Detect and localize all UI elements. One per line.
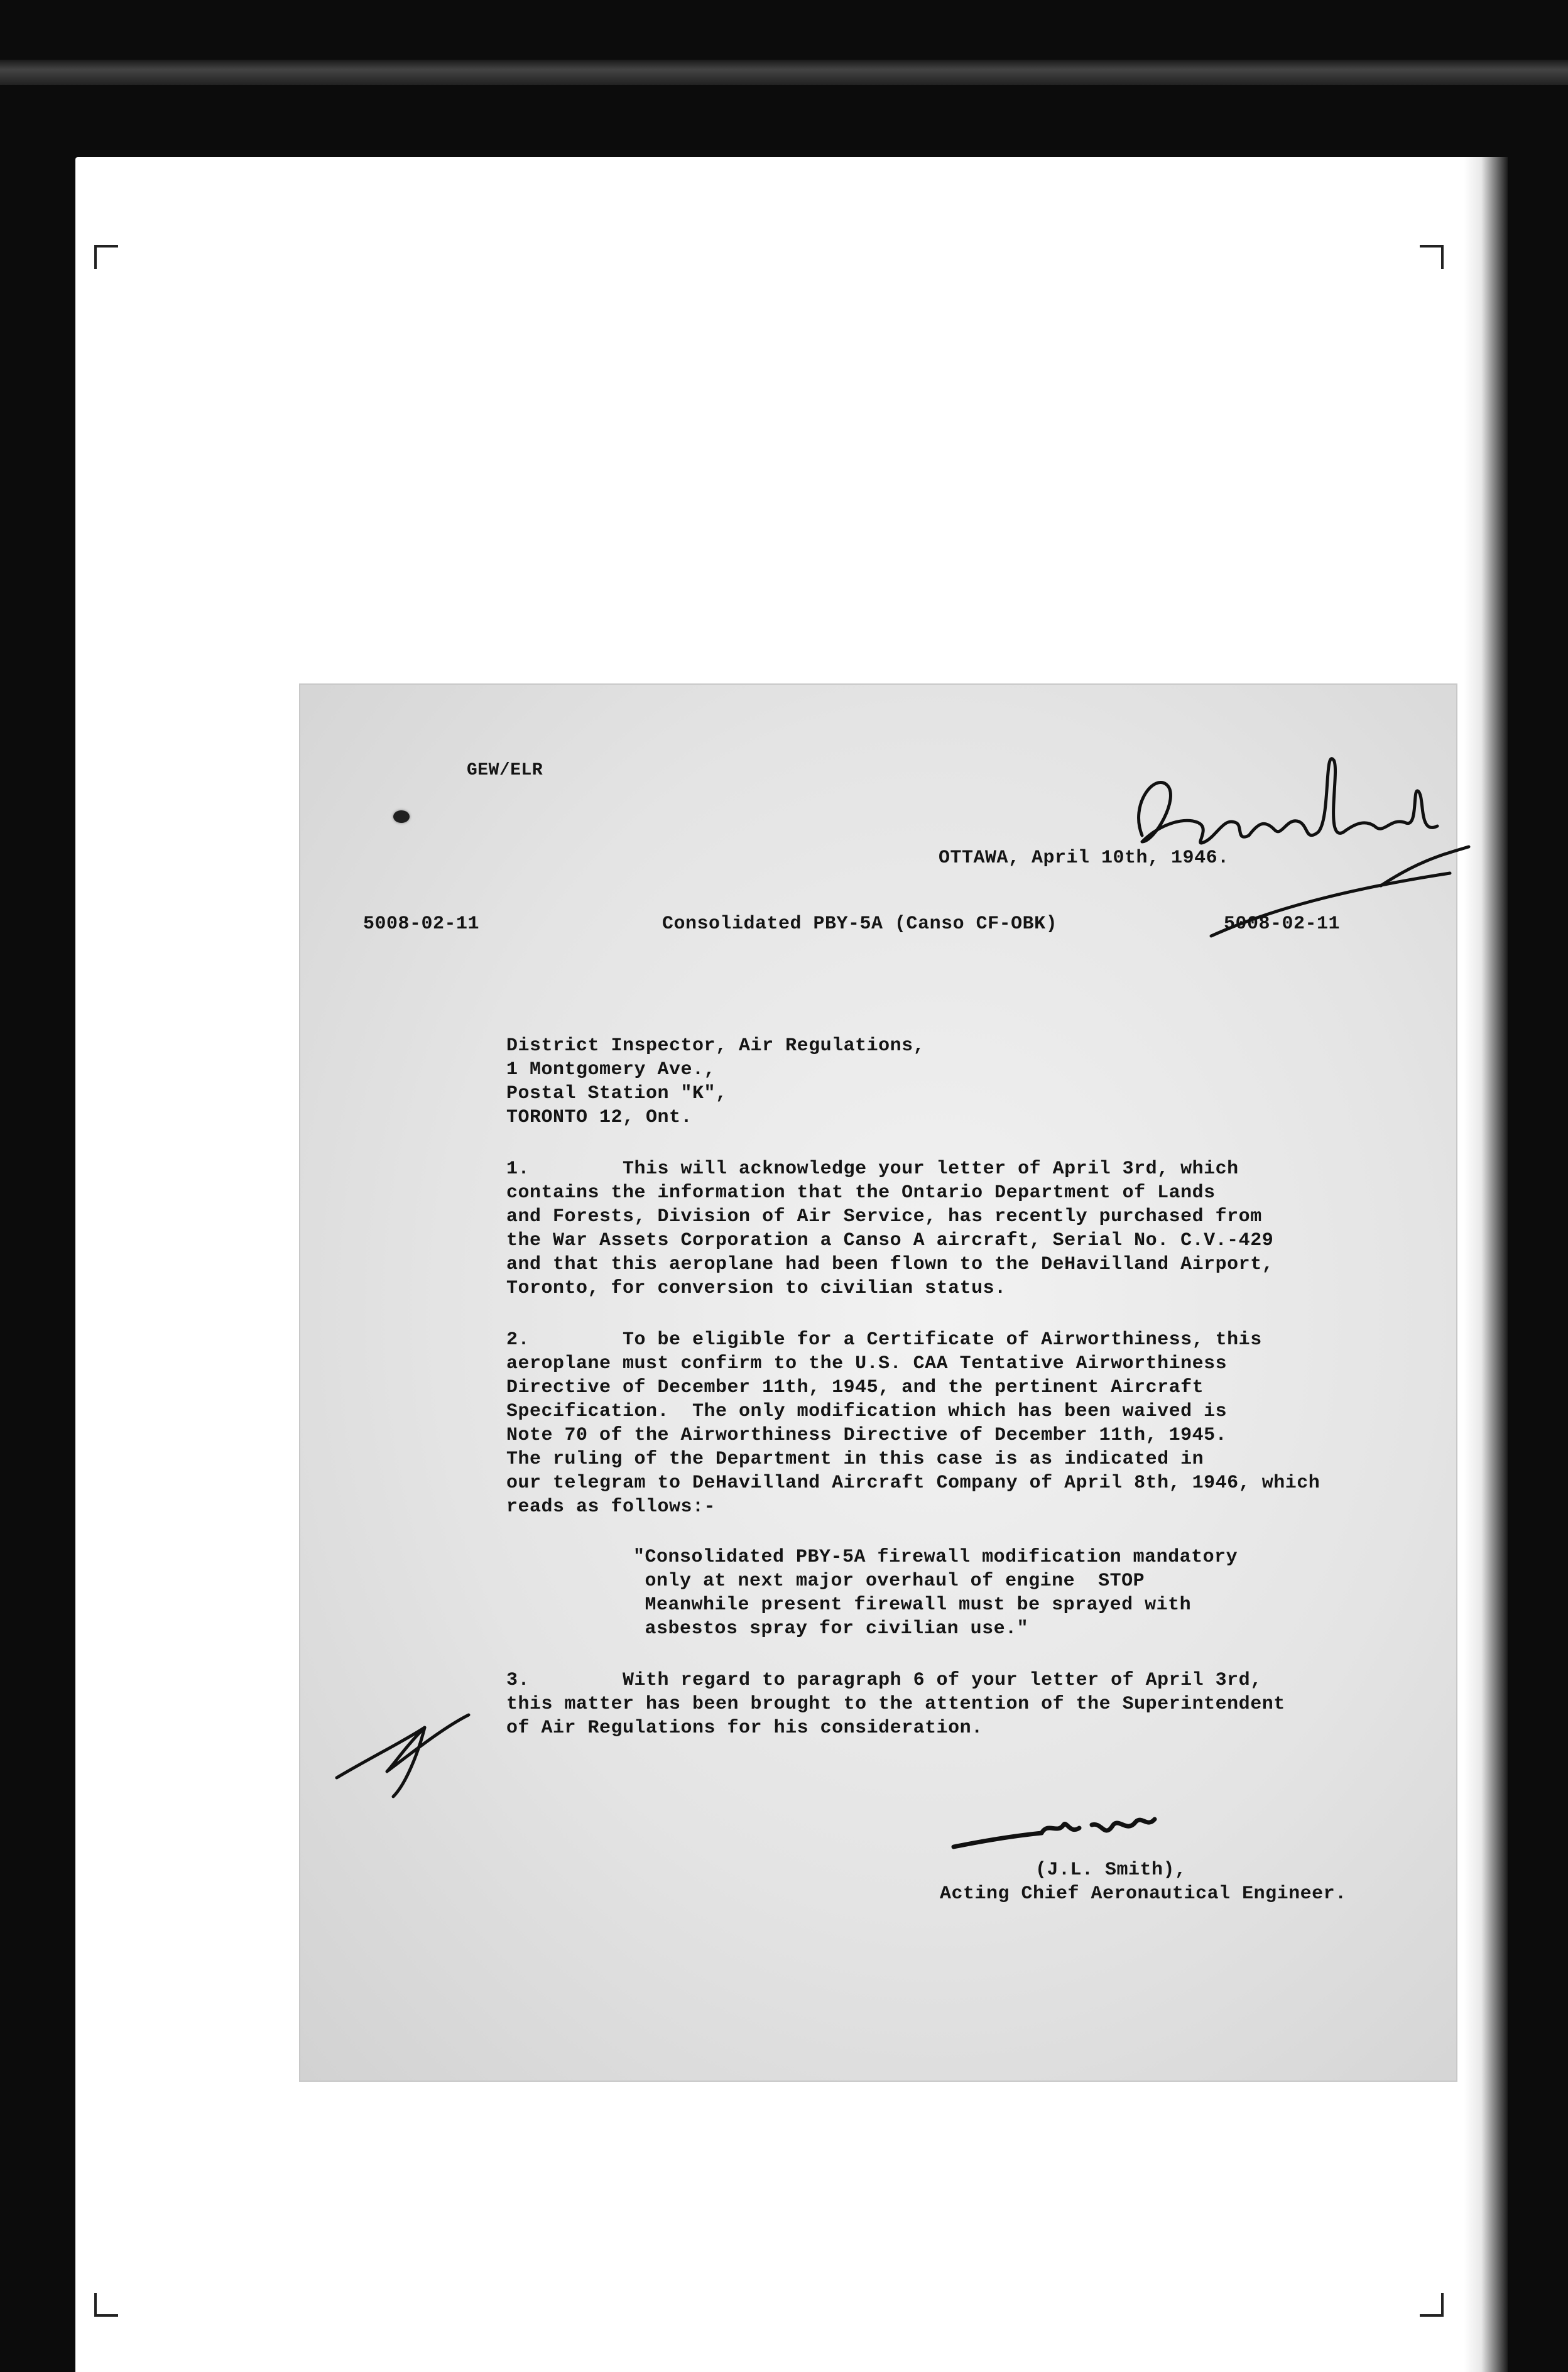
paragraph-1-line: the War Assets Corporation a Canso A aircraft, Serial No. C.V.-429	[506, 1230, 1274, 1251]
address-line: 1 Montgomery Ave.,	[506, 1059, 716, 1080]
staple-mark	[393, 810, 410, 823]
reference-initials: GEW/ELR	[467, 761, 543, 780]
signatory-title: Acting Chief Aeronautical Engineer.	[940, 1883, 1347, 1905]
paragraph-2-line: reads as follows:-	[506, 1496, 716, 1518]
address-line: District Inspector, Air Regulations,	[506, 1035, 925, 1057]
paragraph-3-line: of Air Regulations for his consideration.	[506, 1717, 983, 1739]
film-strip-band	[0, 60, 1568, 85]
crop-mark-top-left	[94, 245, 118, 269]
paragraph-3-line: this matter has been brought to the attention of the Superintendent	[506, 1694, 1285, 1715]
paragraph-2-line: Directive of December 11th, 1945, and the pertinent Aircraft	[506, 1377, 1204, 1398]
paragraph-2-line: aeroplane must confirm to the U.S. CAA Tentative Airworthiness	[506, 1353, 1228, 1374]
file-number-right: 5008-02-11	[1224, 913, 1341, 935]
paragraph-2-line: 2. To be eligible for a Certificate of Airworthiness, this	[506, 1329, 1262, 1351]
crop-mark-bottom-left	[94, 2293, 118, 2317]
paragraph-3-line: 3. With regard to paragraph 6 of your letter of April 3rd,	[506, 1670, 1262, 1691]
typed-letter	[300, 685, 1456, 2081]
paragraph-1-line: 1. This will acknowledge your letter of April 3rd, which	[506, 1158, 1239, 1180]
quoted-telegram-line: asbestos spray for civilian use."	[633, 1618, 1029, 1640]
quoted-telegram-line: Meanwhile present firewall must be sprayed with	[633, 1594, 1192, 1616]
paragraph-1-line: contains the information that the Ontario Department of Lands	[506, 1182, 1216, 1204]
strike-mark	[1205, 861, 1456, 949]
paragraph-2-line: our telegram to DeHavilland Aircraft Company of April 8th, 1946, which	[506, 1472, 1320, 1494]
address-line: Postal Station "K",	[506, 1083, 727, 1104]
paragraph-2-line: Note 70 of the Airworthiness Directive of December 11th, 1945.	[506, 1425, 1228, 1446]
signature	[947, 1797, 1173, 1866]
paragraph-1-line: and that this aeroplane had been flown to the DeHavilland Airport,	[506, 1254, 1274, 1275]
handwritten-initials	[330, 1702, 487, 1803]
dateline: OTTAWA, April 10th, 1946.	[939, 847, 1229, 869]
mount-sheet-edge	[1464, 157, 1508, 2372]
signatory-name: (J.L. Smith),	[1035, 1859, 1187, 1881]
paragraph-1-line: and Forests, Division of Air Service, has recently purchased from	[506, 1206, 1262, 1227]
file-number-left: 5008-02-11	[363, 913, 480, 935]
address-line: TORONTO 12, Ont.	[506, 1107, 693, 1128]
quoted-telegram-line: only at next major overhaul of engine STOP	[633, 1570, 1145, 1592]
paragraph-1-line: Toronto, for conversion to civilian status.	[506, 1278, 1006, 1299]
paragraph-2-line: The ruling of the Department in this case is as indicated in	[506, 1449, 1204, 1470]
quoted-telegram-line: "Consolidated PBY-5A firewall modification mandatory	[633, 1547, 1238, 1568]
subject-line: Consolidated PBY-5A (Canso CF-OBK)	[662, 913, 1058, 935]
paragraph-2-line: Specification. The only modification which has been waived is	[506, 1401, 1228, 1422]
crop-mark-bottom-right	[1420, 2293, 1444, 2317]
crop-mark-top-right	[1420, 245, 1444, 269]
